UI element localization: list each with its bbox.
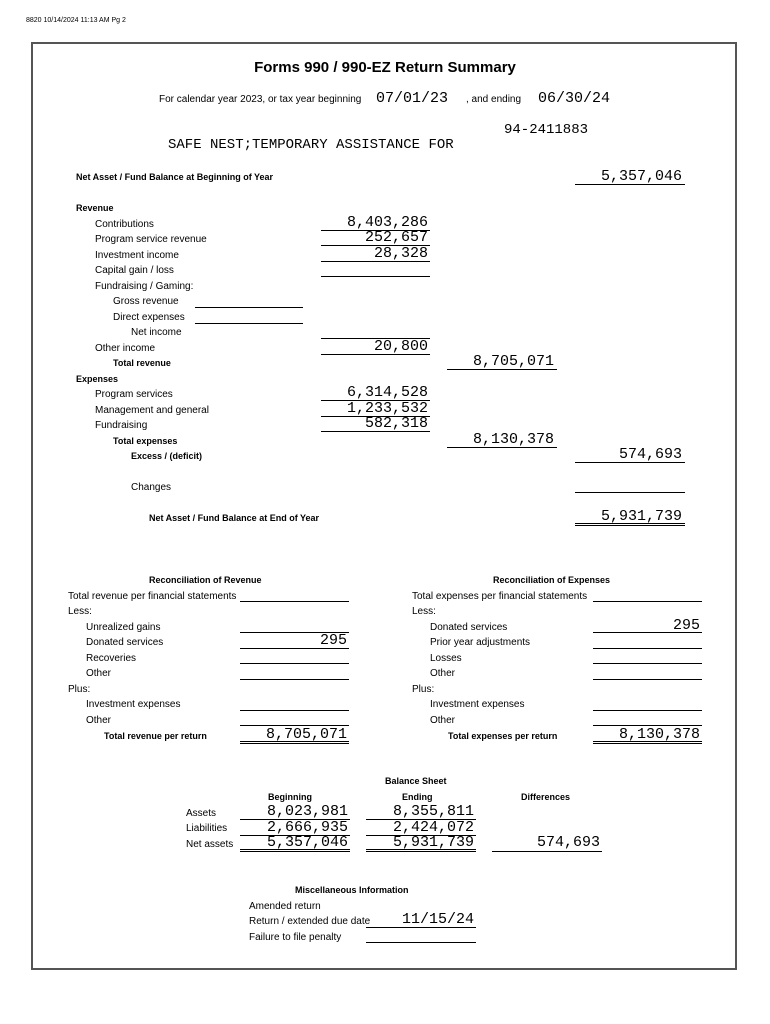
balance-col-beginning: Beginning xyxy=(268,792,312,802)
recon-exp-invest-exp-label: Investment expenses xyxy=(430,699,525,710)
tax-year-begin: 07/01/23 xyxy=(376,90,449,107)
capital-gain-label: Capital gain / loss xyxy=(95,265,174,276)
misc-amended-label: Amended return xyxy=(249,901,321,912)
recon-rev-per-fs-underline xyxy=(240,601,349,602)
expenses-heading: Expenses xyxy=(76,374,119,384)
recon-rev-other1-underline xyxy=(240,679,349,680)
net-end-double-underline xyxy=(575,523,685,526)
balance-row-label: Assets xyxy=(186,808,217,819)
investment-income-value: 28,328 xyxy=(373,245,428,262)
recon-rev-total-double-underline xyxy=(240,741,349,744)
recon-rev-plus-label: Plus: xyxy=(68,684,91,695)
recon-exp-total-double-underline xyxy=(593,741,702,744)
direct-expenses-label: Direct expenses xyxy=(113,312,185,323)
total-revenue-value: 8,705,071 xyxy=(472,353,554,370)
recon-exp-other2-label: Other xyxy=(430,715,456,726)
recon-exp-other1-underline xyxy=(593,679,702,680)
management-general-label: Management and general xyxy=(95,405,209,416)
recon-exp-losses-label: Losses xyxy=(430,653,462,664)
recon-exp-total-value: 8,130,378 xyxy=(618,726,700,743)
gross-revenue-underline xyxy=(195,307,303,308)
recon-rev-unrealized-label: Unrealized gains xyxy=(86,622,161,633)
balance-row-label: Net assets xyxy=(186,839,234,850)
recon-rev-donated-label: Donated services xyxy=(86,637,164,648)
recon-revenue-title: Reconciliation of Revenue xyxy=(149,575,262,585)
contributions-value: 8,403,286 xyxy=(346,214,428,231)
net-begin-underline xyxy=(575,184,685,185)
balance-row-label: Liabilities xyxy=(186,823,228,834)
direct-expenses-underline xyxy=(195,323,303,324)
program-services-value: 6,314,528 xyxy=(346,384,428,401)
recon-rev-other2-label: Other xyxy=(86,715,112,726)
balance-sheet-title: Balance Sheet xyxy=(385,776,447,786)
other-income-label: Other income xyxy=(95,343,156,354)
gross-revenue-label: Gross revenue xyxy=(113,296,179,307)
capital-gain-underline xyxy=(321,276,430,277)
balance-row-diff: 574,693 xyxy=(536,834,600,851)
recon-exp-losses-underline xyxy=(593,663,702,664)
balance-col-differences: Differences xyxy=(521,792,571,802)
program-services-label: Program services xyxy=(95,389,173,400)
recon-rev-other1-label: Other xyxy=(86,668,112,679)
organization-name: SAFE NEST;TEMPORARY ASSISTANCE FOR xyxy=(168,137,454,153)
contributions-label: Contributions xyxy=(95,219,154,230)
other-income-underline xyxy=(321,354,430,355)
revenue-heading: Revenue xyxy=(76,203,114,213)
page-title: Forms 990 / 990-EZ Return Summary xyxy=(254,59,516,76)
misc-due-date-label: Return / extended due date xyxy=(249,916,371,927)
changes-label: Changes xyxy=(131,482,172,493)
tax-year-mid: , and ending xyxy=(466,94,522,105)
ein: 94-2411883 xyxy=(504,122,589,138)
total-expenses-value: 8,130,378 xyxy=(472,431,554,448)
fundraising-value: 582,318 xyxy=(364,415,428,432)
total-revenue-underline xyxy=(447,369,557,370)
investment-income-underline xyxy=(321,261,430,262)
net-end-label: Net Asset / Fund Balance at End of Year xyxy=(149,513,320,523)
net-end-value: 5,931,739 xyxy=(600,508,682,525)
recon-rev-invest-exp-underline xyxy=(240,710,349,711)
recon-exp-plus-label: Plus: xyxy=(412,684,435,695)
misc-title: Miscellaneous Information xyxy=(295,885,409,895)
total-revenue-label: Total revenue xyxy=(113,358,171,368)
total-expenses-label: Total expenses xyxy=(113,436,178,446)
balance-row-diff-underline xyxy=(492,851,602,852)
balance-row-begin-underline xyxy=(240,849,350,852)
program-service-value: 252,657 xyxy=(364,229,428,246)
misc-penalty-label: Failure to file penalty xyxy=(249,932,342,943)
recon-exp-per-fs-label: Total expenses per financial statements xyxy=(412,591,588,602)
recon-rev-total-value: 8,705,071 xyxy=(265,726,347,743)
recon-exp-prior-year-label: Prior year adjustments xyxy=(430,637,531,648)
total-expenses-underline xyxy=(447,447,557,448)
tax-year-end: 06/30/24 xyxy=(538,90,611,107)
changes-underline xyxy=(575,492,685,493)
recon-rev-donated-value: 295 xyxy=(319,632,347,649)
recon-exp-other1-label: Other xyxy=(430,668,456,679)
balance-row-end: 8,355,811 xyxy=(392,803,474,820)
excess-deficit-value: 574,693 xyxy=(618,446,682,463)
recon-exp-donated-value: 295 xyxy=(672,617,700,634)
recon-rev-less-label: Less: xyxy=(68,606,92,617)
net-begin-label: Net Asset / Fund Balance at Beginning of Year xyxy=(76,172,274,182)
net-income-label: Net income xyxy=(131,327,182,338)
recon-exp-per-fs-underline xyxy=(593,601,702,602)
balance-row-begin: 2,666,935 xyxy=(266,819,348,836)
recon-rev-recoveries-label: Recoveries xyxy=(86,653,137,664)
print-stamp: 8820 10/14/2024 11:13 AM Pg 2 xyxy=(26,17,126,24)
recon-exp-donated-underline xyxy=(593,632,702,633)
recon-rev-invest-exp-label: Investment expenses xyxy=(86,699,181,710)
recon-exp-invest-exp-underline xyxy=(593,710,702,711)
balance-col-ending: Ending xyxy=(402,792,433,802)
fundraising-underline xyxy=(321,431,430,432)
fundraising-gaming-label: Fundraising / Gaming: xyxy=(95,281,194,292)
recon-exp-prior-year-underline xyxy=(593,648,702,649)
recon-exp-total-label: Total expenses per return xyxy=(448,731,558,741)
excess-deficit-label: Excess / (deficit) xyxy=(131,451,203,461)
balance-row-begin: 5,357,046 xyxy=(266,834,348,851)
excess-deficit-underline xyxy=(575,462,685,463)
program-service-label: Program service revenue xyxy=(95,234,207,245)
management-general-value: 1,233,532 xyxy=(346,400,428,417)
investment-income-label: Investment income xyxy=(95,250,179,261)
recon-expenses-title: Reconciliation of Expenses xyxy=(493,575,611,585)
misc-due-date-value: 11/15/24 xyxy=(401,911,474,928)
balance-row-begin: 8,023,981 xyxy=(266,803,348,820)
tax-year-prefix: For calendar year 2023, or tax year beginning xyxy=(159,94,362,105)
balance-row-end-underline xyxy=(366,849,476,852)
other-income-value: 20,800 xyxy=(373,338,428,355)
recon-rev-total-label: Total revenue per return xyxy=(104,731,207,741)
recon-rev-donated-underline xyxy=(240,648,349,649)
misc-penalty-underline xyxy=(366,942,476,943)
balance-row-end: 5,931,739 xyxy=(392,834,474,851)
recon-rev-per-fs-label: Total revenue per financial statements xyxy=(68,591,237,602)
misc-due-date-underline xyxy=(366,927,476,928)
recon-exp-less-label: Less: xyxy=(412,606,436,617)
balance-row-end: 2,424,072 xyxy=(392,819,474,836)
net-begin-value: 5,357,046 xyxy=(600,168,682,185)
recon-rev-recoveries-underline xyxy=(240,663,349,664)
recon-exp-donated-label: Donated services xyxy=(430,622,508,633)
fundraising-label: Fundraising xyxy=(95,420,148,431)
